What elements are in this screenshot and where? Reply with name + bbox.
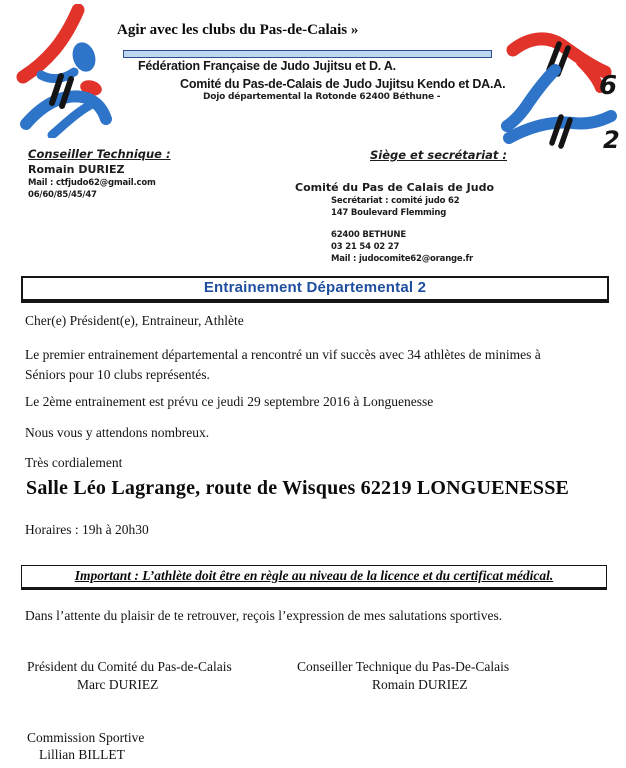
header-divider-bar — [123, 50, 492, 58]
paragraph-attendance: Nous vous y attendons nombreux. — [25, 425, 210, 440]
header-dojo-line: Dojo départemental la Rotonde 62400 Béthune - — [203, 92, 441, 102]
venue-line: Salle Léo Lagrange, route de Wisques 62219 LONGUENESSE — [26, 477, 570, 499]
siege-phone-line: 03 21 54 02 27 — [331, 242, 400, 252]
header-federation-line: Fédération Française de Judo Jujitsu et D. A. — [138, 59, 396, 73]
header-tagline: Agir avec les clubs du Pas-de-Calais » — [117, 22, 359, 38]
dept-digit-6: 6 — [599, 71, 618, 101]
siege-secretariat-heading: Siège et secrétariat : — [370, 148, 508, 162]
important-notice-box — [21, 565, 607, 590]
document-title-box — [21, 276, 609, 303]
conseiller-technique-phone: 06/60/85/45/47 — [28, 190, 97, 200]
conseiller-title: Conseiller Technique du Pas-De-Calais — [297, 659, 510, 674]
siege-secretariat-line: Secrétariat : comité judo 62 — [331, 196, 460, 206]
president-title: Président du Comité du Pas-de-Calais — [27, 659, 232, 674]
paragraph-first-training-line1: Le premier entrainement départemental a rencontré un vif succès avec 34 athlètes de minimes à — [25, 347, 541, 362]
paragraph-first-training — [25, 345, 610, 384]
president-name: Marc DURIEZ — [77, 677, 159, 692]
siege-address-line: 147 Boulevard Flemming — [331, 208, 447, 218]
conseiller-technique-name: Romain DURIEZ — [28, 163, 125, 176]
conseiller-technique-mail: Mail : ctfjudo62@gmail.com — [28, 178, 156, 188]
siege-mail-line: Mail : judocomite62@orange.fr — [331, 254, 474, 264]
important-notice-text: Important : L’athlète doit être en règle au niveau de la licence et du certificat médical. — [74, 568, 554, 583]
commission-name: Lillian BILLET — [39, 747, 125, 762]
commission-title: Commission Sportive — [27, 730, 145, 745]
conseiller-technique-heading: Conseiller Technique : — [28, 147, 171, 161]
conseiller-name: Romain DURIEZ — [372, 677, 468, 692]
document-title: Entrainement Départemental 2 — [203, 279, 427, 296]
header-comite-line: Comité du Pas-de-Calais de Judo Jujitsu Kendo et DA.A. — [180, 77, 506, 91]
siege-org-name: Comité du Pas de Calais de Judo — [295, 181, 495, 194]
closing-line: Dans l’attente du plaisir de te retrouver, reçois l’expression de mes salutations sportives. — [25, 608, 503, 623]
paragraph-first-training-line2: Séniors pour 10 clubs représentés. — [25, 366, 210, 382]
hours-line: Horaires : 19h à 20h30 — [25, 522, 149, 537]
paragraph-cordialement: Très cordialement — [25, 455, 123, 470]
judo-logo-right-icon — [497, 22, 625, 152]
siege-city-line: 62400 BETHUNE — [331, 230, 406, 240]
dept-digit-2: 2 — [603, 126, 620, 152]
salutation-line: Cher(e) Président(e), Entraineur, Athlète — [25, 313, 244, 328]
judo-logo-left-icon — [14, 4, 118, 138]
paragraph-second-training: Le 2ème entrainement est prévu ce jeudi 29 septembre 2016 à Longuenesse — [25, 394, 434, 409]
